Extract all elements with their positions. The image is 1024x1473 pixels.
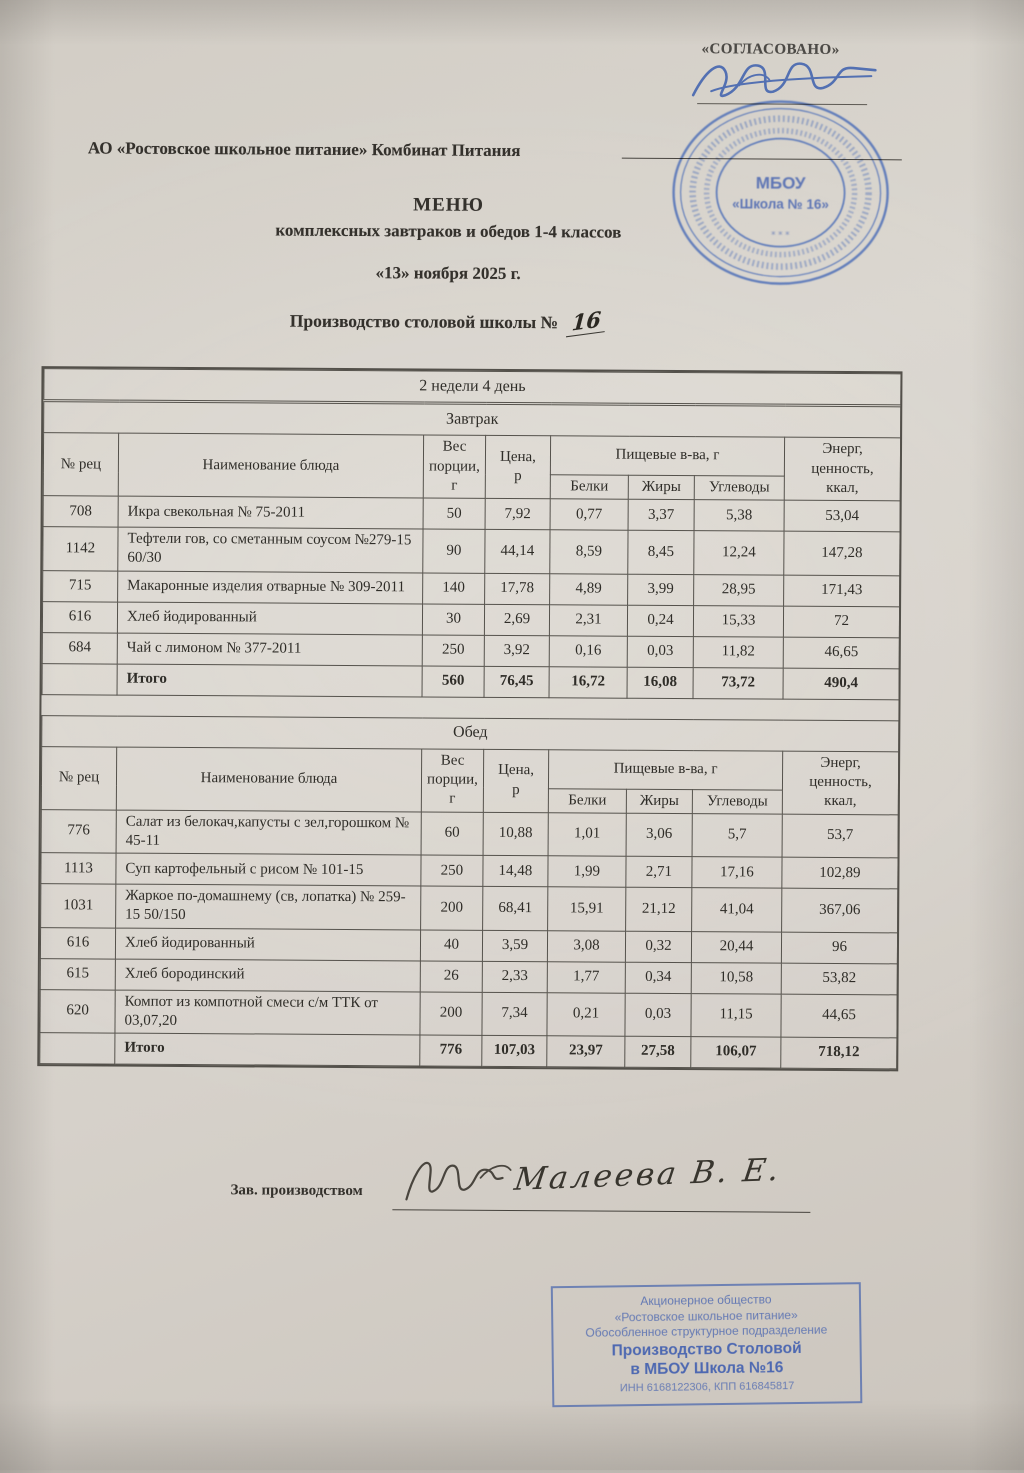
- lunch-total-energy: 718,12: [781, 1037, 897, 1069]
- cell-energy: 72: [783, 606, 899, 638]
- cell-protein: 0,77: [550, 499, 628, 530]
- production-manager-label: Зав. производством: [230, 1182, 363, 1200]
- cell-energy: 44,65: [781, 994, 897, 1038]
- cell-weight: 90: [423, 529, 485, 573]
- cell-carb: 11,82: [693, 636, 783, 668]
- col-header-protein: Белки: [550, 475, 628, 500]
- cell-energy: 147,28: [784, 531, 900, 575]
- stamp-center-line2: «Школа № 16»: [732, 196, 829, 212]
- rect-stamp-line6: ИНН 6168122306, КПП 616845817: [619, 1379, 795, 1394]
- cell-energy: 367,06: [782, 888, 898, 932]
- table-row: [41, 884, 898, 933]
- lunch-total-protein: 23,97: [547, 1036, 625, 1067]
- cell-fat: 0,32: [625, 931, 691, 962]
- cell-energy: 46,65: [783, 637, 899, 669]
- manager-signature: Малеева В. Е.: [512, 1151, 785, 1198]
- cell-name: Тефтели гов, со сметанным соусом №279-15 60/30: [118, 527, 423, 572]
- cell-protein: 0,16: [549, 635, 627, 666]
- lunch-total-fat: 27,58: [625, 1036, 691, 1067]
- col-header-energy: Энерг, ценность, ккал,: [782, 751, 898, 815]
- breakfast-total-energy: 490,4: [783, 668, 899, 700]
- cell-price: 2,69: [484, 604, 549, 635]
- cell-num: 708: [43, 496, 118, 527]
- cell-energy: 96: [781, 932, 897, 964]
- breakfast-total-row: [42, 663, 899, 699]
- table-row: [43, 527, 900, 576]
- cell-protein: 15,91: [548, 887, 626, 931]
- cell-weight: 250: [421, 855, 483, 886]
- cell-weight: 30: [422, 604, 484, 635]
- col-header-dish-name: Наименование блюда: [118, 433, 423, 498]
- cell-fat: 3,37: [628, 499, 694, 530]
- cell-weight: 60: [421, 812, 483, 856]
- cell-num: 620: [40, 989, 115, 1033]
- school-number-handwritten: 16: [566, 306, 607, 338]
- breakfast-total-weight: 560: [422, 666, 484, 697]
- cell-protein: 0,21: [547, 992, 625, 1036]
- cell-fat: 0,24: [627, 605, 693, 636]
- cell-name: Чай с лимоном № 377-2011: [117, 633, 422, 666]
- cell-fat: 0,03: [627, 636, 693, 667]
- cell-price: 7,34: [482, 992, 547, 1036]
- organization-line: АО «Ростовское школьное питание» Комбинат Питания: [87, 138, 521, 161]
- col-header-weight: Вес порции, г: [421, 749, 483, 813]
- cell-num: 715: [43, 570, 118, 601]
- breakfast-total-protein: 16,72: [549, 666, 627, 697]
- col-header-price: Цена, р: [483, 749, 548, 813]
- col-header-dish-name: Наименование блюда: [116, 747, 421, 812]
- cell-name: Хлеб йодированный: [115, 928, 420, 961]
- cell-carb: 41,04: [692, 888, 782, 932]
- cell-carb: 17,16: [692, 857, 782, 889]
- cell-carb: 11,15: [691, 993, 781, 1037]
- cell-fat: 0,03: [625, 993, 691, 1037]
- production-prefix: Производство столовой школы №: [289, 310, 559, 333]
- col-header-recipe-number: № рец: [41, 746, 116, 810]
- signature-flourish: [394, 1147, 514, 1212]
- cell-num: 776: [41, 809, 116, 853]
- rect-stamp-line5: в МБОУ Школа №16: [630, 1359, 784, 1379]
- cell-protein: 1,99: [548, 856, 626, 887]
- rect-stamp-line1: Акционерное общество: [640, 1292, 772, 1309]
- lunch-rows: [40, 809, 898, 1037]
- cell-energy: 171,43: [784, 575, 900, 607]
- cell-fat: 0,34: [625, 962, 691, 993]
- cell-price: 7,92: [485, 499, 550, 530]
- breakfast-table: [42, 368, 902, 700]
- table-row: [41, 809, 898, 858]
- table-row: [40, 989, 897, 1038]
- production-line: [2, 305, 894, 336]
- cell-weight: 250: [422, 635, 484, 666]
- cell-protein: 2,31: [549, 604, 627, 635]
- breakfast-total-label: Итого: [117, 664, 422, 697]
- cell-protein: 8,59: [550, 530, 628, 574]
- cell-num: 616: [42, 601, 117, 632]
- cell-fat: 21,12: [626, 887, 692, 931]
- cell-name: Суп картофельный с рисом № 101-15: [116, 853, 421, 886]
- cell-protein: 3,08: [547, 930, 625, 961]
- cell-name: Хлеб бородинский: [115, 959, 420, 992]
- col-header-nutrients-group: Пищевые в-ва, г: [550, 436, 784, 476]
- cell-carb: 5,38: [694, 500, 784, 532]
- cell-name: Компот из компотной смеси с/м ТТК от 03,07,20: [115, 990, 420, 1035]
- rect-stamp-line4: Производство Столовой: [611, 1339, 802, 1360]
- stamp-center-line1: МБОУ: [755, 173, 806, 193]
- cell-weight: 40: [420, 929, 482, 960]
- cell-num: 1142: [43, 527, 118, 571]
- cell-energy: 102,89: [782, 857, 898, 889]
- cell-name: Жаркое по-домашнему (св, лопатка) № 259-15 50/150: [116, 884, 421, 929]
- col-header-protein: Белки: [548, 788, 626, 813]
- cell-carb: 20,44: [691, 931, 781, 963]
- menu-tables: [37, 366, 902, 1071]
- page-subtitle: комплексных завтраков и обедов 1-4 классов: [275, 220, 622, 242]
- round-school-stamp: [666, 94, 895, 291]
- cell-num: 616: [40, 927, 115, 958]
- cell-carb: 15,33: [693, 605, 783, 637]
- col-header-energy: Энерг, ценность, ккал,: [784, 437, 900, 501]
- lunch-total-weight: 776: [420, 1035, 482, 1066]
- cell-energy: 53,7: [782, 814, 898, 858]
- breakfast-total-price: 76,45: [484, 666, 549, 697]
- cell-price: 10,88: [483, 812, 548, 856]
- col-header-nutrients-group: Пищевые в-ва, г: [548, 749, 782, 789]
- cell-energy: 53,04: [784, 500, 900, 532]
- cell-weight: 26: [420, 960, 482, 991]
- cell-name: Хлеб йодированный: [117, 602, 422, 635]
- lunch-total-row: [40, 1032, 897, 1068]
- menu-date: «13» ноября 2025 г.: [375, 263, 521, 284]
- rect-stamp-line2: «Ростовское школьное питание»: [614, 1307, 798, 1324]
- rect-stamp-line3: Обособленное структурное подразделение: [585, 1322, 828, 1340]
- cell-fat: 3,99: [628, 574, 694, 605]
- cell-fat: 8,45: [628, 530, 694, 574]
- rect-org-stamp: [551, 1282, 863, 1407]
- col-header-price: Цена, р: [485, 435, 550, 499]
- lunch-section-title: Обед: [42, 715, 899, 751]
- cell-protein: 4,89: [550, 573, 628, 604]
- approved-label: «СОГЛАСОВАНО»: [701, 41, 840, 58]
- cell-name: Макаронные изделия отварные № 309-2011: [118, 571, 423, 604]
- breakfast-total-fat: 16,08: [627, 667, 693, 698]
- cell-price: 3,59: [482, 930, 547, 961]
- page-title: МЕНЮ: [413, 194, 484, 216]
- cell-protein: 1,01: [548, 812, 626, 856]
- cell-num: 1113: [41, 853, 116, 884]
- lunch-total-label: Итого: [115, 1033, 420, 1066]
- col-header-recipe-number: № рец: [43, 433, 118, 497]
- cell-energy: 53,82: [781, 963, 897, 995]
- cell-protein: 1,77: [547, 961, 625, 992]
- svg-text:⁎ ⁎ ⁎: ⁎ ⁎ ⁎: [771, 226, 790, 237]
- cell-fat: 3,06: [626, 813, 692, 857]
- cell-fat: 2,71: [626, 856, 692, 887]
- breakfast-rows: [42, 496, 900, 669]
- col-header-fat: Жиры: [626, 789, 692, 814]
- col-header-fat: Жиры: [628, 475, 694, 500]
- lunch-total-carbs: 106,07: [691, 1036, 781, 1068]
- breakfast-section-title: Завтрак: [44, 401, 901, 438]
- cell-carb: 5,7: [692, 813, 782, 857]
- cell-num: 684: [42, 632, 117, 663]
- cell-price: 44,14: [485, 530, 550, 574]
- cell-carb: 10,58: [691, 962, 781, 994]
- cell-num: 615: [40, 958, 115, 989]
- week-day-header: 2 недели 4 день: [44, 369, 901, 406]
- breakfast-total-carbs: 73,72: [693, 667, 783, 699]
- cell-name: Икра свекольная № 75-2011: [118, 496, 423, 529]
- cell-name: Салат из белокач,капусты с зел,горошком № 45-11: [116, 810, 421, 855]
- cell-price: 14,48: [483, 855, 548, 886]
- cell-price: 17,78: [485, 573, 550, 604]
- lunch-table: [39, 715, 899, 1070]
- cell-carb: 28,95: [694, 574, 784, 606]
- cell-carb: 12,24: [694, 531, 784, 575]
- cell-num: 1031: [41, 884, 116, 928]
- cell-weight: 200: [420, 991, 482, 1035]
- cell-weight: 50: [423, 498, 485, 529]
- cell-price: 3,92: [484, 635, 549, 666]
- cell-weight: 200: [421, 886, 483, 930]
- cell-price: 2,33: [482, 961, 547, 992]
- cell-weight: 140: [423, 573, 485, 604]
- cell-price: 68,41: [483, 886, 548, 930]
- col-header-carbs: Углеводы: [694, 476, 784, 501]
- col-header-carbs: Углеводы: [692, 789, 782, 814]
- lunch-total-price: 107,03: [482, 1035, 547, 1066]
- col-header-weight: Вес порции, г: [423, 435, 485, 499]
